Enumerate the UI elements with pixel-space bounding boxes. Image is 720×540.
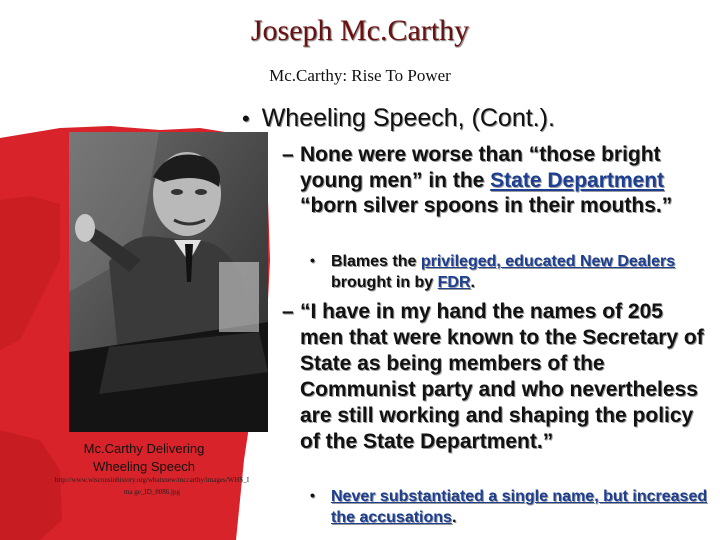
sub1-text-a: Blames the	[331, 253, 421, 270]
bullet-heading-text: Wheeling Speech, (Cont.).	[261, 104, 555, 132]
dash-marker: –	[282, 143, 294, 166]
dash-point-2	[282, 299, 707, 455]
photo-caption: Mc.Carthy Delivering Wheeling Speech	[83, 441, 205, 474]
new-dealers-link[interactable]: privileged, educated New Dealers	[420, 253, 676, 270]
sub1-text-c: .	[470, 274, 475, 291]
dash-marker: –	[282, 300, 294, 323]
sub1-text-b: brought in by	[331, 274, 438, 291]
sub-point-1	[310, 251, 710, 293]
photo-source-url: http://www.wisconsinhistory.org/whatsnew/mccarthy/images/WHS_Ima ge_ID_8086.jpg	[54, 476, 250, 496]
mccarthy-photo	[69, 132, 268, 432]
fdr-link[interactable]: FDR	[437, 274, 471, 291]
state-department-link[interactable]: State Department	[490, 168, 665, 192]
dash1-text-a: None were worse than “those bright young men” in the	[300, 143, 661, 192]
slide-title: Joseph Mc.Carthy	[250, 14, 470, 47]
sub2-text: .	[451, 509, 457, 526]
dash-point-1	[282, 142, 707, 219]
sub-point-2	[310, 486, 710, 528]
bullet-marker: •	[242, 106, 250, 131]
sub-bullet-marker: •	[310, 252, 315, 268]
bullet-heading	[242, 104, 555, 133]
dash1-text-b: “born silver spoons in their mouths.”	[300, 194, 673, 217]
slide-subtitle: Mc.Carthy: Rise To Power	[269, 66, 451, 85]
sub-bullet-marker: •	[310, 487, 315, 503]
never-substantiated-link[interactable]: Never substantiated a single name, but increased the accusations	[331, 488, 708, 526]
dash2-quote: “I have in my hand the names of 205 men that were known to the Secretary of State as being members of the Communist party and who nevertheless are still working and shaping the policy of the State Department.”	[300, 300, 704, 453]
